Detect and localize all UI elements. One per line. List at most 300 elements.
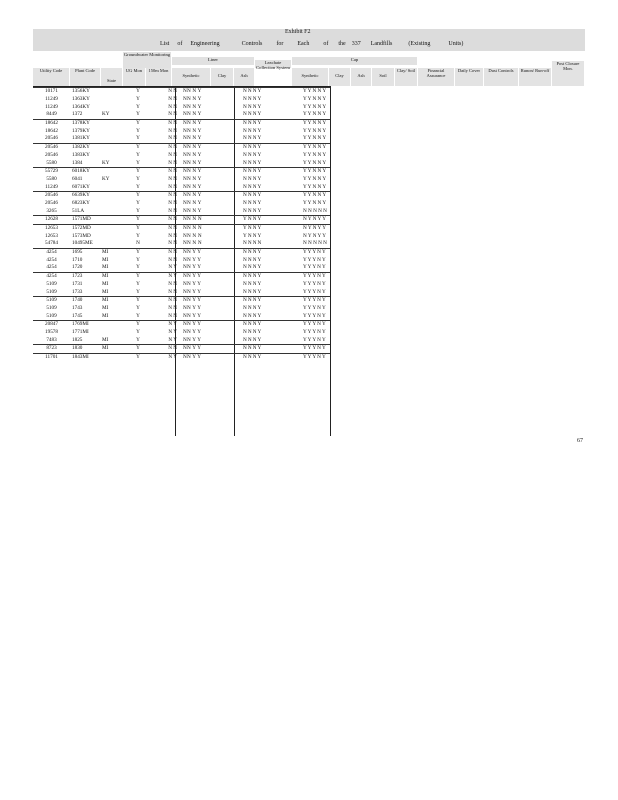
cell-ug-mon: Y [136,264,140,271]
cell-plant-code: 6071KY [72,183,90,190]
cell-ug-mon: Y [136,199,140,206]
cell-leachate-values: Y Y Y N Y [303,280,326,287]
cell-plant-code: 1710 [72,256,83,263]
cell-ug-mon: Y [136,127,140,134]
cell-liner-values: NN Y Y [180,248,240,256]
cell-state [102,191,124,199]
table-row [33,256,330,264]
table-row [33,216,330,225]
title-word: Units) [448,41,464,47]
cell-ug-mon: Y [124,216,152,225]
cell-ash-spacer [290,353,303,361]
cell-utility-code: 3265 [46,207,57,214]
cell-150m-mon: N Y [168,328,177,335]
cell-plant-code: 1743 [72,304,83,311]
cell-state [102,119,124,127]
divider-cap [330,86,331,436]
cell-ug-mon: Y [124,143,152,151]
cell-clay-values: NNNY [243,256,263,263]
title-word: Controls [241,41,263,47]
cell-clay-values: NNNY [243,175,263,182]
cell-utility-code: 12628 [33,216,70,225]
cell-utility-code: 4254 [46,264,57,271]
cell-utility-code: 11249 [45,103,58,110]
cell-liner-values: NN N Y [183,159,202,166]
cell-state [102,240,124,248]
cell-150m-mon: N N [168,135,177,142]
table-row [33,135,330,143]
col-post-closure-mon: Post Closure Mon. [552,61,584,86]
cell-leachate-values: Y Y N N Y [303,159,327,166]
cell-leachate-values: Y Y Y N Y [303,320,330,328]
col-cap-clay: Clay [329,68,350,86]
cell-leachate-values: Y Y N N Y [303,127,327,134]
cell-liner-values: NN Y Y [183,336,202,343]
cell-ug-mon: Y [136,151,140,158]
cell-clay-values: NNNY [243,312,263,319]
cell-utility-code: 5109 [46,304,57,311]
cell-state [102,167,124,175]
cell-ash-spacer [290,152,303,160]
cell-clay-values: NNNY [240,296,290,304]
title-word: of [323,41,329,47]
cell-plant-code: 1571MD [70,216,102,225]
cell-150m-mon: N N [152,191,180,199]
group-leachate-collection: Leachate Collection System [256,60,290,70]
cell-clay-values: NNNY [240,353,290,361]
cell-state: MI [102,264,109,271]
table-row [33,159,330,167]
cell-ash-spacer [290,200,303,208]
cell-state [102,127,124,135]
cell-ash-spacer [290,183,303,191]
cell-ash-spacer [290,167,303,175]
col-cap-ash: Ash [351,68,371,86]
cell-ash-spacer [290,119,303,127]
cell-clay-values: NNNY [240,345,290,354]
cell-utility-code: 20546 [45,135,58,142]
cell-clay-values: NNNY [240,143,290,151]
cell-state [102,216,124,225]
cell-state: MI [102,312,109,319]
cell-clay-values: NNNY [243,135,263,142]
cell-liner-values: NN N Y [183,96,202,103]
cell-liner-values: NN Y Y [180,320,240,328]
col-dust-controls: Dust Controls [484,68,518,86]
cell-plant-code: 1572MD [70,224,102,232]
table-row [33,248,330,256]
cell-ug-mon: Y [136,103,140,110]
cell-state [102,103,124,111]
cell-liner-values: NN N Y [183,135,202,142]
cell-ug-mon: Y [136,256,140,263]
cell-liner-values: NN N N [180,216,240,225]
cell-ug-mon: Y [124,191,152,199]
cell-state [102,224,124,232]
cell-utility-code: 12653 [33,224,70,232]
title-word: for [276,41,284,47]
cell-leachate-values: Y Y N N Y [303,151,327,158]
cell-ash-spacer [290,345,303,354]
cell-ug-mon: Y [136,159,140,166]
cell-plant-code: 1723 [70,272,102,280]
cell-clay-values: NNNY [240,167,290,175]
cell-leachate-values: Y Y N N Y [303,111,327,118]
col-plant-code: Plant Code [70,68,100,86]
cell-plant-code: 1731 [72,280,83,287]
cell-150m-mon: N Y [168,264,177,271]
cell-leachate-values: Y Y Y N Y [303,272,330,280]
cell-plant-code: 1372 [72,111,83,118]
cell-ash-spacer [290,127,303,135]
cell-ug-mon: Y [136,135,140,142]
cell-state [102,183,124,191]
cell-state: MI [102,296,124,304]
cell-150m-mon: N Y [168,336,177,343]
cell-clay-values: NNNY [243,111,263,118]
cell-ug-mon: Y [124,353,152,361]
table-row [33,336,330,344]
cell-ash-spacer [290,103,303,111]
cell-plant-code: 51LA [72,207,85,214]
cell-utility-code: 11249 [45,183,58,190]
cell-leachate-values: N N N N N [303,207,327,214]
table-row [33,296,330,304]
cell-liner-values: NN Y Y [183,304,202,311]
table-row [33,240,330,248]
cell-utility-code: 18642 [33,119,70,127]
cell-state [102,329,124,337]
cell-utility-code: 54784 [45,240,58,247]
table-row [33,200,330,208]
table-row [33,152,330,160]
cell-liner-values: NN N N [183,232,202,239]
cell-ash-spacer [290,159,303,167]
cell-plant-code: 1771MI [72,328,89,335]
cell-utility-code: 7483 [46,336,57,343]
cell-ug-mon: Y [136,96,140,103]
col-150m-mon: 150m Mon [146,68,171,86]
col-liner-synthetic: Synthetic [172,68,210,86]
table-row [33,191,330,199]
cell-plant-code: 6041 [72,175,83,182]
cell-utility-code: 20847 [33,320,70,328]
cell-plant-code: 1378KY [70,119,102,127]
cell-150m-mon: N N [168,96,177,103]
cell-ug-mon: Y [124,320,152,328]
table-row [33,320,330,328]
cell-150m-mon: N N [168,183,177,190]
cell-ash-spacer [290,191,303,199]
col-financial-assurance: Financial Assurance [418,68,454,86]
table-title [160,41,463,48]
cell-leachate-values: Y Y N N Y [303,88,330,96]
cell-ug-mon: Y [124,248,152,256]
cell-plant-code: 1363KY [72,96,90,103]
title-word: Engineering [190,41,220,47]
table-row [33,119,330,127]
cell-ash-spacer [290,232,303,240]
cell-ash-spacer [290,96,303,104]
cell-plant-code: 1825 [72,336,83,343]
cell-ug-mon: Y [136,312,140,319]
col-leachate-synthetic: Synthetic [292,68,328,86]
table-row [33,312,330,320]
cell-150m-mon: N N [152,119,180,127]
cell-state: MI [102,280,109,287]
cell-liner-values: NN N Y [183,111,202,118]
cell-liner-values: NN N Y [183,207,202,214]
cell-state [102,200,124,208]
cell-150m-mon: N N [152,216,180,225]
cell-clay-values: YNNY [240,216,290,225]
cell-ash-spacer [290,256,303,264]
cell-state: KY [102,159,110,166]
cell-ash-spacer [290,143,303,151]
cell-state: MI [102,248,124,256]
cell-clay-values: YNNY [240,224,290,232]
cell-ug-mon: Y [136,111,140,118]
cell-utility-code: 5580 [46,159,57,166]
cell-liner-values: NN Y Y [183,328,202,335]
cell-state: MI [102,288,109,295]
cell-state [102,207,124,215]
cell-ash-spacer [290,296,303,304]
cell-plant-code: 1740 [70,296,102,304]
group-groundwater-monitoring: Groundwater Monitoring [123,52,171,68]
cell-plant-code: 1695 [70,248,102,256]
cell-utility-code: 4254 [46,256,57,263]
cell-plant-code: 1830 [70,345,102,354]
cell-150m-mon: N N [168,111,177,118]
cell-150m-mon: N N [168,256,177,263]
cell-ash-spacer [290,281,303,289]
cell-utility-code: 5109 [46,280,57,287]
cell-leachate-values: Y Y N N Y [303,167,330,175]
cell-ash-spacer [290,312,303,320]
cell-liner-values: NN N Y [180,167,240,175]
cell-plant-code: 1381KY [72,135,90,142]
cell-leachate-values: Y Y Y N Y [303,256,326,263]
cell-plant-code: 10495ME [72,240,93,247]
col-daily-cover: Daily Cover [455,68,483,86]
cell-leachate-values: Y Y N N Y [303,175,327,182]
cell-leachate-values: Y Y Y N Y [303,345,330,354]
cell-ug-mon: Y [136,183,140,190]
table-row [33,353,330,361]
col-liner-clay: Clay [211,68,233,86]
cell-plant-code: 1384 [72,159,83,166]
cell-leachate-values: Y Y Y N Y [303,304,326,311]
cell-utility-code: 20546 [45,199,58,206]
cell-150m-mon: N N [152,224,180,232]
cell-clay-values: NNNY [240,88,290,96]
cell-ash-spacer [290,272,303,280]
cell-ash-spacer [290,207,303,215]
title-word: Landfills [370,41,393,47]
cell-clay-values: NNNY [240,119,290,127]
cell-leachate-values: Y Y Y N Y [303,296,330,304]
title-word: List [160,41,170,47]
cell-ash-spacer [290,135,303,143]
cell-utility-code: 5109 [46,312,57,319]
cell-clay-values: NNNY [243,336,263,343]
cell-ug-mon: Y [136,336,140,343]
cell-plant-code: 6018KY [70,167,102,175]
cell-liner-values: NN N N [183,240,202,247]
cell-ash-spacer [290,88,303,96]
cell-utility-code: 5109 [46,288,57,295]
cell-state: MI [102,336,109,343]
cell-liner-values: NN N N [180,224,240,232]
table-row [33,264,330,272]
cell-150m-mon: N N [168,280,177,287]
table-row [33,111,330,119]
cell-ug-mon: Y [136,175,140,182]
cell-150m-mon: N N [168,159,177,166]
cell-state [102,320,124,328]
cell-clay-values: NNNY [243,159,263,166]
cell-ug-mon: Y [124,88,152,96]
cell-utility-code: 10171 [33,88,70,96]
cell-utility-code: 5580 [46,175,57,182]
cell-plant-code: 1364KY [72,103,90,110]
cell-clay-values: NNNY [243,264,263,271]
cell-leachate-values: Y Y Y N Y [303,336,326,343]
cell-150m-mon: N N [152,248,180,256]
cell-leachate-values: Y Y N N Y [303,96,327,103]
group-liner: Liner [172,57,254,65]
cell-utility-code: 20546 [33,143,70,151]
cell-utility-code: 8723 [33,345,70,354]
cell-plant-code: 1382KY [70,143,102,151]
table-row [33,207,330,215]
table-row [33,167,330,175]
cell-clay-values: NNNY [243,304,263,311]
cell-utility-code: 18642 [45,127,58,134]
cell-150m-mon: N N [168,312,177,319]
title-word: the [338,41,346,47]
cell-state [102,96,124,104]
cell-150m-mon: N N [168,199,177,206]
cell-liner-values: NN N Y [180,143,240,151]
table-row [33,305,330,313]
col-ash: Ash [234,68,254,86]
cell-utility-code: 20546 [45,151,58,158]
cell-leachate-values: N Y N Y Y [303,216,330,225]
cell-150m-mon: N Y [152,320,180,328]
title-word: 337 [351,41,361,47]
cell-clay-values: NNNY [240,272,290,280]
cell-leachate-values: Y Y N N Y [303,183,327,190]
cell-plant-code: 1745 [72,312,83,319]
cell-liner-values: NN Y Y [183,312,202,319]
cell-clay-values: NNNY [243,151,263,158]
cell-leachate-values: Y Y N N Y [303,135,327,142]
cell-leachate-values: Y Y N N Y [303,119,330,127]
table-row [33,281,330,289]
cell-state: MI [102,304,109,311]
cell-utility-code: 19578 [45,328,58,335]
cell-leachate-values: Y Y N N Y [303,191,330,199]
cell-ash-spacer [290,240,303,248]
col-ug-mon: UG Mon [123,68,145,86]
cell-plant-code: 1733 [72,288,83,295]
cell-state [102,135,124,143]
cell-ug-mon: Y [136,328,140,335]
col-cap-clay-soil: Clay/ Soil [395,68,417,86]
cell-clay-values: NNNY [243,127,263,134]
cell-150m-mon: N N [168,240,177,247]
cell-leachate-values: Y Y Y N Y [303,312,326,319]
table-row [33,272,330,280]
cell-150m-mon: N N [168,304,177,311]
cell-leachate-values: Y Y Y N Y [303,248,330,256]
cell-150m-mon: N N [168,207,177,214]
cell-clay-values: NNNY [240,191,290,199]
cell-150m-mon: N N [152,143,180,151]
cell-clay-values: NNNY [243,96,263,103]
cell-plant-code: 6823KY [72,199,90,206]
cell-plant-code: 6639KY [70,191,102,199]
cell-state [102,88,124,96]
exhibit-label: Exhibit F2 [285,29,311,35]
cell-liner-values: NN N Y [183,199,202,206]
cell-liner-values: NN N Y [183,151,202,158]
table-row [33,88,330,96]
cell-ug-mon: Y [136,280,140,287]
cell-150m-mon: N N [152,167,180,175]
cell-liner-values: NN Y Y [183,256,202,263]
cell-leachate-values: N Y N Y Y [303,224,330,232]
cell-liner-values: NN N Y [183,103,202,110]
cell-clay-values: NNNY [243,288,263,295]
cell-liner-values: NN N Y [180,119,240,127]
cell-ash-spacer [290,305,303,313]
cell-clay-values: NNNY [243,183,263,190]
cell-utility-code: 12653 [45,232,58,239]
cell-ash-spacer [290,248,303,256]
cell-clay-values: NNNN [243,240,263,247]
cell-liner-values: NN N Y [183,183,202,190]
cell-ug-mon: Y [124,296,152,304]
table-row [33,143,330,151]
cell-state [102,353,124,361]
cell-liner-values: NN Y Y [180,345,240,354]
cell-clay-values: NNNY [243,103,263,110]
landfill-table [33,87,330,361]
cell-liner-values: NN Y Y [183,280,202,287]
cell-liner-values: NN Y Y [180,296,240,304]
cell-state [102,143,124,151]
cell-ash-spacer [290,329,303,337]
table-row [33,96,330,104]
cell-150m-mon: N N [152,88,180,96]
table-row [33,224,330,232]
cell-liner-values: NN N Y [180,191,240,199]
table-row [33,288,330,296]
cell-ug-mon: Y [124,345,152,354]
cell-liner-values: NN N Y [183,127,202,134]
title-word: (Existing [408,41,431,47]
cell-ug-mon: Y [124,119,152,127]
cell-150m-mon: N N [168,175,177,182]
cell-ash-spacer [290,288,303,296]
cell-utility-code: 4254 [33,272,70,280]
cell-clay-values: YNNY [243,232,263,239]
cell-ash-spacer [290,264,303,272]
cell-clay-values: NNNY [243,280,263,287]
